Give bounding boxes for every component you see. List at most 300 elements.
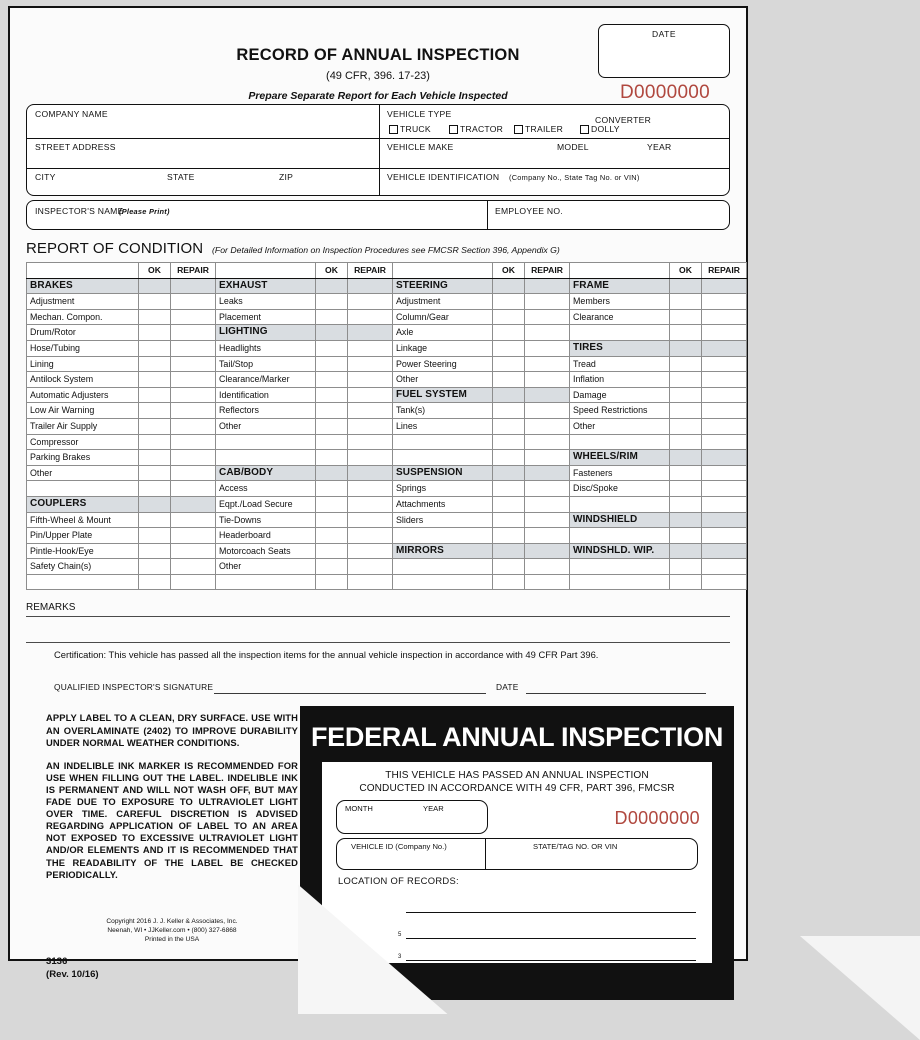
repair-checkbox-cell[interactable] bbox=[171, 559, 216, 575]
item-label-cell: Hose/Tubing bbox=[27, 340, 139, 356]
form-number-block bbox=[46, 955, 99, 981]
inspection-table bbox=[26, 262, 747, 590]
state-tag-label: STATE/TAG NO. OR VIN bbox=[533, 842, 618, 852]
repair-checkbox-cell[interactable] bbox=[348, 543, 393, 559]
ok-checkbox-cell bbox=[316, 325, 348, 341]
header-ok-2: OK bbox=[316, 263, 348, 279]
section-header-cell: WHEELS/RIM bbox=[570, 450, 670, 466]
repair-checkbox-cell[interactable] bbox=[171, 372, 216, 388]
header-blank-1 bbox=[27, 263, 139, 279]
table-row bbox=[27, 294, 747, 310]
ok-checkbox-cell[interactable] bbox=[316, 496, 348, 512]
ok-checkbox-cell[interactable] bbox=[139, 465, 171, 481]
ok-checkbox-cell[interactable] bbox=[316, 434, 348, 450]
repair-checkbox-cell[interactable] bbox=[171, 403, 216, 419]
month-year-box[interactable] bbox=[336, 800, 488, 834]
ok-checkbox-cell[interactable] bbox=[493, 559, 525, 575]
repair-checkbox-cell[interactable] bbox=[171, 543, 216, 559]
copyright-line-2: Neenah, WI • JJKeller.com • (800) 327-6868 bbox=[107, 927, 237, 935]
ok-checkbox-cell[interactable] bbox=[139, 559, 171, 575]
item-label-cell bbox=[393, 559, 493, 575]
ok-checkbox-cell[interactable] bbox=[316, 372, 348, 388]
header-ok-1: OK bbox=[139, 263, 171, 279]
item-label-cell: Damage bbox=[570, 387, 670, 403]
serial-number-top: D0000000 bbox=[619, 82, 711, 103]
section-header-cell: WINDSHIELD bbox=[570, 512, 670, 528]
employee-no-label: EMPLOYEE NO. bbox=[495, 206, 563, 216]
repair-checkbox-cell[interactable] bbox=[525, 294, 570, 310]
checkbox-converter-dolly[interactable] bbox=[580, 125, 589, 134]
section-header-cell: SUSPENSION bbox=[393, 465, 493, 481]
ok-checkbox-cell[interactable] bbox=[493, 434, 525, 450]
table-row bbox=[27, 372, 747, 388]
repair-checkbox-cell[interactable] bbox=[348, 387, 393, 403]
repair-checkbox-cell[interactable] bbox=[525, 481, 570, 497]
repair-checkbox-cell[interactable] bbox=[348, 340, 393, 356]
item-label-cell: Other bbox=[570, 418, 670, 434]
records-rule-3[interactable] bbox=[406, 960, 696, 961]
item-label-cell: Headerboard bbox=[216, 528, 316, 544]
repair-checkbox-cell[interactable] bbox=[171, 481, 216, 497]
repair-checkbox-cell bbox=[702, 512, 747, 528]
repair-checkbox-cell[interactable] bbox=[525, 325, 570, 341]
repair-checkbox-cell[interactable] bbox=[171, 340, 216, 356]
repair-checkbox-cell[interactable] bbox=[171, 465, 216, 481]
ok-checkbox-cell[interactable] bbox=[670, 574, 702, 590]
item-label-cell: Leaks bbox=[216, 294, 316, 310]
ok-checkbox-cell[interactable] bbox=[670, 387, 702, 403]
repair-checkbox-cell[interactable] bbox=[171, 574, 216, 590]
ok-checkbox-cell bbox=[139, 278, 171, 294]
date-field-box[interactable] bbox=[598, 24, 730, 78]
repair-checkbox-cell[interactable] bbox=[171, 294, 216, 310]
ok-checkbox-cell[interactable] bbox=[316, 481, 348, 497]
repair-checkbox-cell[interactable] bbox=[348, 356, 393, 372]
repair-checkbox-cell[interactable] bbox=[171, 434, 216, 450]
ok-checkbox-cell[interactable] bbox=[493, 481, 525, 497]
repair-checkbox-cell[interactable] bbox=[348, 574, 393, 590]
company-name-label: COMPANY NAME bbox=[35, 109, 108, 119]
item-label-cell: Inflation bbox=[570, 372, 670, 388]
repair-checkbox-cell[interactable] bbox=[171, 387, 216, 403]
ok-checkbox-cell[interactable] bbox=[139, 403, 171, 419]
repair-checkbox-cell[interactable] bbox=[702, 465, 747, 481]
vehicle-id-box[interactable] bbox=[336, 838, 698, 870]
table-row bbox=[27, 512, 747, 528]
repair-checkbox-cell[interactable] bbox=[702, 559, 747, 575]
ok-checkbox-cell[interactable] bbox=[139, 434, 171, 450]
ok-checkbox-cell[interactable] bbox=[139, 418, 171, 434]
item-label-cell: Placement bbox=[216, 309, 316, 325]
vehicle-identification-label: VEHICLE IDENTIFICATION bbox=[387, 172, 500, 182]
table-row bbox=[27, 278, 747, 294]
company-vehicle-block bbox=[26, 104, 730, 230]
company-vehicle-box bbox=[26, 104, 730, 196]
year-label-sticker: YEAR bbox=[423, 804, 444, 814]
header-repair-2: REPAIR bbox=[348, 263, 393, 279]
ok-checkbox-cell[interactable] bbox=[139, 372, 171, 388]
repair-checkbox-cell bbox=[525, 278, 570, 294]
item-label-cell: Clearance/Marker bbox=[216, 372, 316, 388]
item-label-cell bbox=[216, 450, 316, 466]
instructions-paragraph-1: APPLY LABEL TO A CLEAN, DRY SURFACE. USE WITH AN OVERLAMINATE (2402) TO IMPROVE DURABILITY UNDER NORMAL WEATHER CONDITIONS. bbox=[46, 712, 298, 748]
ok-checkbox-cell[interactable] bbox=[316, 418, 348, 434]
section-header-cell: CAB/BODY bbox=[216, 465, 316, 481]
ok-checkbox-cell[interactable] bbox=[493, 528, 525, 544]
ok-checkbox-cell[interactable] bbox=[316, 559, 348, 575]
repair-checkbox-cell[interactable] bbox=[525, 528, 570, 544]
ok-checkbox-cell bbox=[670, 340, 702, 356]
repair-checkbox-cell[interactable] bbox=[525, 372, 570, 388]
repair-checkbox-cell[interactable] bbox=[171, 450, 216, 466]
ok-checkbox-cell[interactable] bbox=[493, 512, 525, 528]
inspector-box bbox=[26, 200, 730, 230]
location-of-records-label: LOCATION OF RECORDS: bbox=[338, 875, 459, 887]
ok-checkbox-cell[interactable] bbox=[139, 574, 171, 590]
ok-checkbox-cell[interactable] bbox=[670, 356, 702, 372]
ok-checkbox-cell[interactable] bbox=[139, 543, 171, 559]
signature-date-label: DATE bbox=[496, 682, 519, 693]
form-revision: (Rev. 10/16) bbox=[46, 969, 99, 981]
ok-checkbox-cell[interactable] bbox=[139, 294, 171, 310]
bottom-section bbox=[10, 712, 746, 1012]
inspection-form-page bbox=[8, 6, 748, 981]
repair-checkbox-cell[interactable] bbox=[348, 309, 393, 325]
item-label-cell: Eqpt./Load Secure bbox=[216, 496, 316, 512]
item-label-cell bbox=[216, 434, 316, 450]
item-label-cell: Adjustment bbox=[393, 294, 493, 310]
ok-checkbox-cell[interactable] bbox=[493, 574, 525, 590]
repair-checkbox-cell[interactable] bbox=[348, 528, 393, 544]
date-label: DATE bbox=[651, 29, 677, 39]
repair-checkbox-cell[interactable] bbox=[348, 372, 393, 388]
ok-checkbox-cell[interactable] bbox=[670, 496, 702, 512]
repair-checkbox-cell[interactable] bbox=[525, 434, 570, 450]
section-header-cell: MIRRORS bbox=[393, 543, 493, 559]
page-title: RECORD OF ANNUAL INSPECTION bbox=[236, 46, 520, 64]
ok-checkbox-cell[interactable] bbox=[139, 387, 171, 403]
federal-inspection-label bbox=[300, 706, 734, 1000]
item-label-cell: Speed Restrictions bbox=[570, 403, 670, 419]
repair-checkbox-cell[interactable] bbox=[702, 325, 747, 341]
repair-checkbox-cell[interactable] bbox=[525, 496, 570, 512]
repair-checkbox-cell[interactable] bbox=[171, 512, 216, 528]
repair-checkbox-cell[interactable] bbox=[171, 418, 216, 434]
label-statement-line-2: CONDUCTED IN ACCORDANCE WITH 49 CFR, PART 396, FMCSR bbox=[359, 783, 675, 795]
item-label-cell bbox=[216, 574, 316, 590]
repair-checkbox-cell[interactable] bbox=[348, 512, 393, 528]
form-number: 3136 bbox=[46, 956, 68, 968]
item-label-cell: Identification bbox=[216, 387, 316, 403]
repair-checkbox-cell bbox=[702, 543, 747, 559]
checkbox-tractor[interactable] bbox=[449, 125, 458, 134]
ok-checkbox-cell[interactable] bbox=[670, 372, 702, 388]
item-label-cell: Column/Gear bbox=[393, 309, 493, 325]
repair-checkbox-cell[interactable] bbox=[348, 403, 393, 419]
ok-checkbox-cell bbox=[493, 387, 525, 403]
remarks-rule-1[interactable] bbox=[26, 616, 730, 617]
repair-checkbox-cell[interactable] bbox=[702, 372, 747, 388]
repair-checkbox-cell[interactable] bbox=[171, 528, 216, 544]
ok-checkbox-cell[interactable] bbox=[670, 434, 702, 450]
repair-checkbox-cell[interactable] bbox=[525, 356, 570, 372]
table-row bbox=[27, 356, 747, 372]
repair-checkbox-cell[interactable] bbox=[348, 418, 393, 434]
ok-checkbox-cell bbox=[670, 450, 702, 466]
signature-section bbox=[26, 682, 730, 704]
header-blank-2 bbox=[216, 263, 316, 279]
ok-checkbox-cell[interactable] bbox=[139, 340, 171, 356]
item-label-cell: Pin/Upper Plate bbox=[27, 528, 139, 544]
section-header-cell: TIRES bbox=[570, 340, 670, 356]
item-label-cell bbox=[570, 434, 670, 450]
item-label-cell: Clearance bbox=[570, 309, 670, 325]
repair-checkbox-cell[interactable] bbox=[702, 403, 747, 419]
header-repair-4: REPAIR bbox=[702, 263, 747, 279]
repair-checkbox-cell[interactable] bbox=[171, 309, 216, 325]
item-label-cell: Axle bbox=[393, 325, 493, 341]
repair-checkbox-cell[interactable] bbox=[348, 294, 393, 310]
repair-checkbox-cell[interactable] bbox=[702, 294, 747, 310]
repair-checkbox-cell[interactable] bbox=[702, 356, 747, 372]
ok-checkbox-cell[interactable] bbox=[139, 528, 171, 544]
repair-checkbox-cell[interactable] bbox=[525, 418, 570, 434]
ok-checkbox-cell[interactable] bbox=[316, 356, 348, 372]
item-label-cell: Lines bbox=[393, 418, 493, 434]
ok-checkbox-cell bbox=[493, 543, 525, 559]
ok-checkbox-cell[interactable] bbox=[670, 481, 702, 497]
repair-checkbox-cell[interactable] bbox=[348, 559, 393, 575]
ok-checkbox-cell[interactable] bbox=[316, 543, 348, 559]
item-label-cell bbox=[570, 496, 670, 512]
item-label-cell: Motorcoach Seats bbox=[216, 543, 316, 559]
ok-checkbox-cell[interactable] bbox=[139, 481, 171, 497]
vehicle-make-label: VEHICLE MAKE bbox=[387, 142, 454, 152]
checkbox-trailer[interactable] bbox=[514, 125, 523, 134]
repair-checkbox-cell bbox=[171, 496, 216, 512]
repair-checkbox-cell bbox=[171, 278, 216, 294]
header-ok-4: OK bbox=[670, 263, 702, 279]
label-white-panel bbox=[322, 762, 712, 980]
repair-checkbox-cell[interactable] bbox=[348, 450, 393, 466]
remarks-rule-2[interactable] bbox=[26, 642, 730, 643]
ok-checkbox-cell[interactable] bbox=[493, 403, 525, 419]
item-label-cell: Other bbox=[393, 372, 493, 388]
ok-checkbox-cell[interactable] bbox=[316, 512, 348, 528]
item-label-cell: Disc/Spoke bbox=[570, 481, 670, 497]
ok-checkbox-cell[interactable] bbox=[316, 309, 348, 325]
ok-checkbox-cell[interactable] bbox=[316, 294, 348, 310]
repair-checkbox-cell[interactable] bbox=[171, 356, 216, 372]
item-label-cell bbox=[570, 325, 670, 341]
repair-checkbox-cell[interactable] bbox=[525, 450, 570, 466]
ok-checkbox-cell bbox=[670, 512, 702, 528]
section-header-cell: WINDSHLD. WIP. bbox=[570, 543, 670, 559]
certification-text: Certification: This vehicle has passed all the inspection items for the annual vehicle inspection in accordance with 49 CFR Part 396. bbox=[54, 649, 599, 661]
section-header-cell: EXHAUST bbox=[216, 278, 316, 294]
year-label: YEAR bbox=[647, 142, 672, 152]
repair-checkbox-cell[interactable] bbox=[348, 434, 393, 450]
item-label-cell: Fasteners bbox=[570, 465, 670, 481]
ok-checkbox-cell[interactable] bbox=[316, 340, 348, 356]
ok-checkbox-cell bbox=[316, 278, 348, 294]
checkbox-truck[interactable] bbox=[389, 125, 398, 134]
table-row bbox=[27, 481, 747, 497]
vehicle-id-divider bbox=[485, 839, 486, 869]
signature-label: QUALIFIED INSPECTOR'S SIGNATURE bbox=[54, 682, 214, 693]
serial-number-label: D0000000 bbox=[614, 808, 700, 829]
ok-checkbox-cell[interactable] bbox=[316, 574, 348, 590]
ok-checkbox-cell[interactable] bbox=[670, 418, 702, 434]
records-tick-2: 3 bbox=[398, 954, 402, 961]
repair-checkbox-cell[interactable] bbox=[525, 559, 570, 575]
instruction-tagline: Prepare Separate Report for Each Vehicle Inspected bbox=[248, 90, 508, 102]
ok-checkbox-cell[interactable] bbox=[493, 309, 525, 325]
table-header-row bbox=[27, 263, 747, 279]
repair-checkbox-cell[interactable] bbox=[525, 403, 570, 419]
item-label-cell bbox=[393, 450, 493, 466]
item-label-cell bbox=[27, 574, 139, 590]
records-tick-1: 5 bbox=[398, 932, 402, 939]
state-label: STATE bbox=[167, 172, 195, 182]
item-label-cell bbox=[393, 528, 493, 544]
repair-checkbox-cell[interactable] bbox=[702, 434, 747, 450]
repair-checkbox-cell bbox=[702, 450, 747, 466]
repair-checkbox-cell[interactable] bbox=[702, 418, 747, 434]
ok-checkbox-cell[interactable] bbox=[493, 325, 525, 341]
item-label-cell: Tread bbox=[570, 356, 670, 372]
ok-checkbox-cell[interactable] bbox=[670, 294, 702, 310]
signature-date-rule[interactable] bbox=[526, 693, 706, 694]
ok-checkbox-cell[interactable] bbox=[670, 403, 702, 419]
repair-checkbox-cell bbox=[525, 465, 570, 481]
ok-checkbox-cell[interactable] bbox=[493, 294, 525, 310]
remarks-section bbox=[26, 602, 730, 662]
table-row bbox=[27, 387, 747, 403]
item-label-cell bbox=[570, 574, 670, 590]
item-label-cell: Adjustment bbox=[27, 294, 139, 310]
ok-checkbox-cell[interactable] bbox=[670, 528, 702, 544]
repair-checkbox-cell[interactable] bbox=[525, 309, 570, 325]
ok-checkbox-cell[interactable] bbox=[139, 512, 171, 528]
repair-checkbox-cell[interactable] bbox=[702, 387, 747, 403]
item-label-cell: Sliders bbox=[393, 512, 493, 528]
table-row bbox=[27, 559, 747, 575]
item-label-cell: Members bbox=[570, 294, 670, 310]
table-row bbox=[27, 309, 747, 325]
repair-checkbox-cell[interactable] bbox=[348, 496, 393, 512]
table-row bbox=[27, 325, 747, 341]
repair-checkbox-cell bbox=[348, 465, 393, 481]
item-label-cell: Other bbox=[216, 559, 316, 575]
ok-checkbox-cell[interactable] bbox=[493, 372, 525, 388]
table-row bbox=[27, 450, 747, 466]
item-label-cell: Low Air Warning bbox=[27, 403, 139, 419]
ok-checkbox-cell[interactable] bbox=[670, 325, 702, 341]
item-label-cell: Drum/Rotor bbox=[27, 325, 139, 341]
item-label-cell: Trailer Air Supply bbox=[27, 418, 139, 434]
ok-checkbox-cell[interactable] bbox=[670, 309, 702, 325]
repair-checkbox-cell bbox=[525, 543, 570, 559]
ok-checkbox-cell[interactable] bbox=[670, 559, 702, 575]
repair-checkbox-cell[interactable] bbox=[702, 496, 747, 512]
repair-checkbox-cell[interactable] bbox=[525, 340, 570, 356]
header-blank-3 bbox=[393, 263, 493, 279]
ok-checkbox-cell[interactable] bbox=[493, 496, 525, 512]
vehicle-id-label: VEHICLE ID (Company No.) bbox=[351, 842, 447, 852]
section-header-cell: STEERING bbox=[393, 278, 493, 294]
item-label-cell: Parking Brakes bbox=[27, 450, 139, 466]
item-label-cell bbox=[570, 559, 670, 575]
item-label-cell: Other bbox=[216, 418, 316, 434]
ok-checkbox-cell[interactable] bbox=[316, 528, 348, 544]
repair-checkbox-cell[interactable] bbox=[348, 481, 393, 497]
table-row bbox=[27, 543, 747, 559]
month-label: MONTH bbox=[345, 804, 373, 814]
label-title: FEDERAL ANNUAL INSPECTION bbox=[310, 722, 724, 753]
inspectors-name-label: INSPECTOR'S NAME bbox=[35, 206, 124, 216]
ok-checkbox-cell bbox=[670, 543, 702, 559]
item-label-cell: Springs bbox=[393, 481, 493, 497]
repair-checkbox-cell[interactable] bbox=[702, 528, 747, 544]
repair-checkbox-cell[interactable] bbox=[171, 325, 216, 341]
ok-checkbox-cell[interactable] bbox=[316, 403, 348, 419]
zip-label: ZIP bbox=[279, 172, 294, 182]
repair-checkbox-cell[interactable] bbox=[702, 574, 747, 590]
repair-checkbox-cell bbox=[525, 387, 570, 403]
ok-checkbox-cell[interactable] bbox=[139, 450, 171, 466]
records-rule-2[interactable] bbox=[406, 938, 696, 939]
section-header-cell: LIGHTING bbox=[216, 325, 316, 341]
item-label-cell: Antilock System bbox=[27, 372, 139, 388]
ok-checkbox-cell[interactable] bbox=[139, 356, 171, 372]
item-label-cell: Headlights bbox=[216, 340, 316, 356]
table-row bbox=[27, 340, 747, 356]
item-label-cell: Reflectors bbox=[216, 403, 316, 419]
table-row bbox=[27, 403, 747, 419]
repair-checkbox-cell[interactable] bbox=[702, 309, 747, 325]
item-label-cell: Linkage bbox=[393, 340, 493, 356]
repair-checkbox-cell[interactable] bbox=[525, 512, 570, 528]
ok-checkbox-cell[interactable] bbox=[139, 325, 171, 341]
item-label-cell: Automatic Adjusters bbox=[27, 387, 139, 403]
ok-checkbox-cell[interactable] bbox=[493, 450, 525, 466]
ok-checkbox-cell[interactable] bbox=[670, 465, 702, 481]
ok-checkbox-cell[interactable] bbox=[139, 309, 171, 325]
item-label-cell: Power Steering bbox=[393, 356, 493, 372]
ok-checkbox-cell[interactable] bbox=[493, 356, 525, 372]
item-label-cell bbox=[27, 481, 139, 497]
repair-checkbox-cell bbox=[702, 278, 747, 294]
ok-checkbox-cell[interactable] bbox=[316, 387, 348, 403]
signature-rule[interactable] bbox=[214, 693, 486, 694]
repair-checkbox-cell[interactable] bbox=[702, 481, 747, 497]
item-label-cell: Access bbox=[216, 481, 316, 497]
item-label-cell bbox=[393, 434, 493, 450]
records-rule-1[interactable] bbox=[406, 912, 696, 913]
ok-checkbox-cell[interactable] bbox=[316, 450, 348, 466]
section-header-cell: BRAKES bbox=[27, 278, 139, 294]
remarks-label: REMARKS bbox=[26, 602, 76, 614]
label-statement-line-1: THIS VEHICLE HAS PASSED AN ANNUAL INSPECTION bbox=[385, 770, 649, 782]
ok-checkbox-cell[interactable] bbox=[493, 418, 525, 434]
report-of-condition-header bbox=[26, 240, 730, 260]
copyright-line-3: Printed in the USA bbox=[144, 935, 200, 943]
repair-checkbox-cell[interactable] bbox=[525, 574, 570, 590]
ok-checkbox-cell[interactable] bbox=[493, 340, 525, 356]
item-label-cell: Lining bbox=[27, 356, 139, 372]
street-address-label: STREET ADDRESS bbox=[35, 142, 116, 152]
